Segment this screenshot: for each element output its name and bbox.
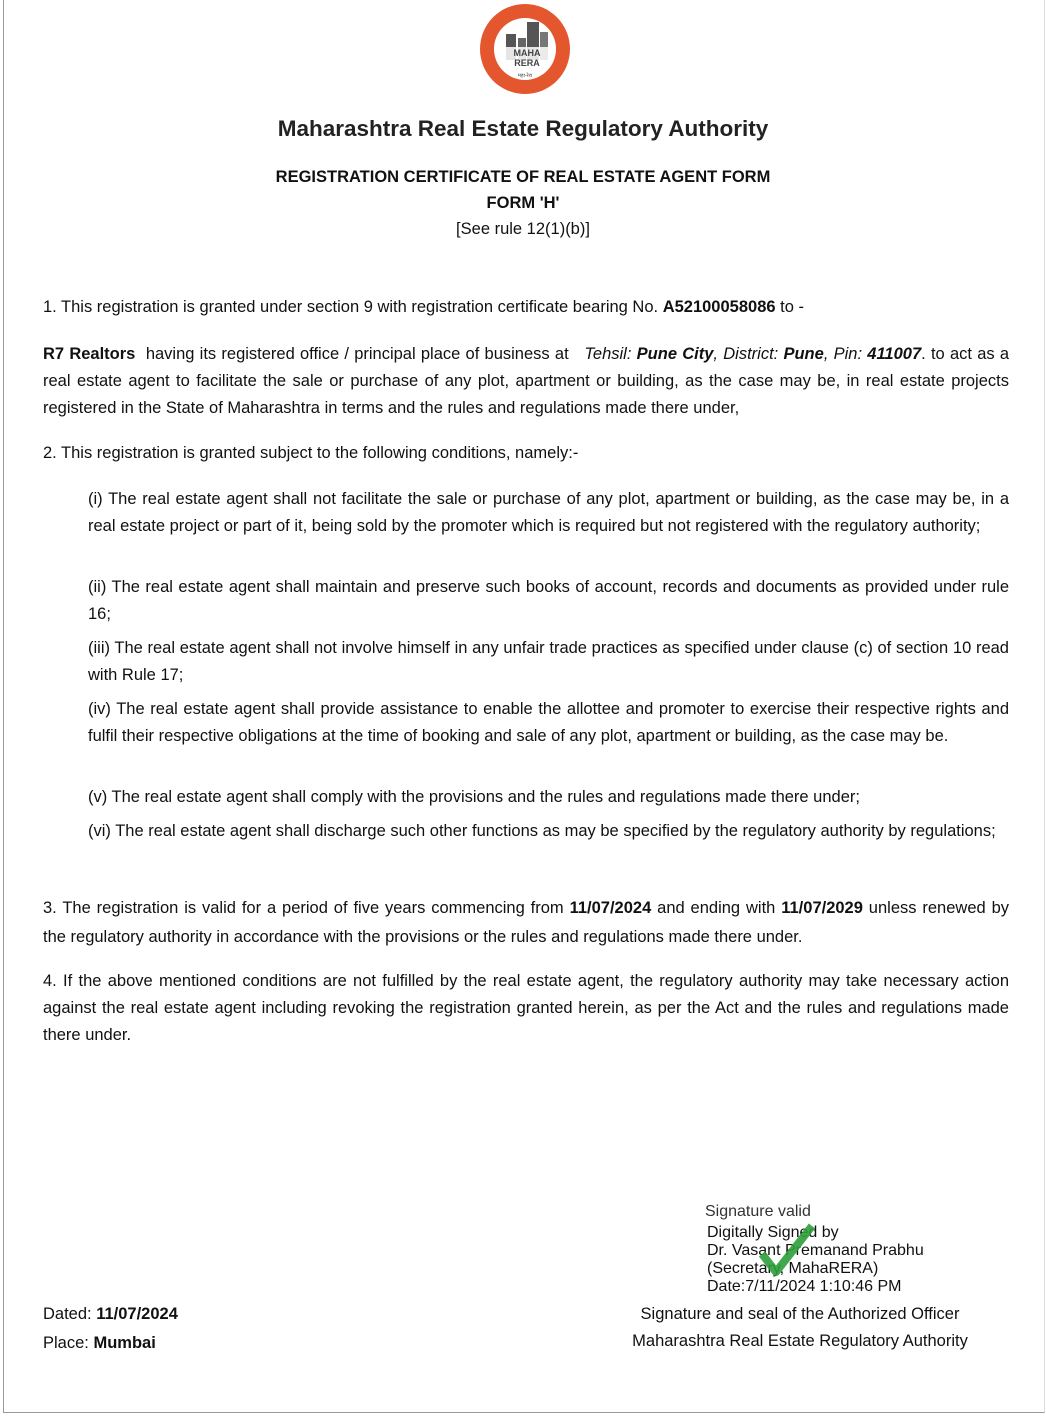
registration-number: A52100058086 xyxy=(662,298,776,316)
district: Pune xyxy=(783,345,824,363)
agent-text: having its registered office / principal place of business at xyxy=(135,345,585,363)
condition-ii: (ii) The real estate agent shall maintain and preserve such books of account, records and documents as provided under rule 16; xyxy=(88,578,1009,623)
dated xyxy=(43,1305,178,1324)
maharera-logo xyxy=(478,2,572,96)
signer-title: (Secretary, MahaRERA) xyxy=(707,1260,879,1277)
svg-text:महा-रेरा: महा-रेरा xyxy=(517,73,533,79)
condition-vi: (vi) The real estate agent shall discharge such other functions as may be specified by the regulatory authority by regulations; xyxy=(88,822,996,840)
agent-text-2: . to act as a real estate agent to facilitate the sale or purchase of any plot, apartment or building, as the case may be, in real estate projects registered in the State of Maharashtra in terms and the rules and regulations made there under, xyxy=(43,345,1014,417)
svg-text:MAHA: MAHA xyxy=(513,48,541,58)
district-label: , District: xyxy=(713,345,784,363)
para1-suffix: to - xyxy=(775,298,804,316)
paragraph-3 xyxy=(43,894,1009,952)
pin: 411007 xyxy=(867,345,922,363)
condition-v: (v) The real estate agent shall comply with the provisions and the rules and regulations made there under; xyxy=(88,788,860,806)
tehsil-label: Tehsil: xyxy=(584,345,637,363)
signer-name: Dr. Vasant Premanand Prabhu xyxy=(707,1242,924,1259)
place-label: Place: xyxy=(43,1334,94,1352)
page-title: Maharashtra Real Estate Regulatory Authority xyxy=(277,116,769,141)
condition-i: (i) The real estate agent shall not facilitate the sale or purchase of any plot, apartment or building, as the case may be, in a real estate project or part of it, being sold by the promoter which is required but not registered with the regulatory authority; xyxy=(88,490,1009,535)
para3-text: 3. The registration is valid for a period of five years commencing from xyxy=(43,899,570,917)
paragraph-1 xyxy=(43,294,1009,321)
signature-valid-check-icon xyxy=(758,1222,818,1282)
svg-text:RERA: RERA xyxy=(514,58,540,68)
place xyxy=(43,1334,156,1353)
end-date: 11/07/2029 xyxy=(781,899,863,917)
signature-status: Signature valid xyxy=(705,1203,811,1220)
paragraph-4: 4. If the above mentioned conditions are not fulfilled by the real estate agent, the regulatory authority may take necessary action against the real estate agent including revoking the registration granted herein, as per the Act and the rules and regulations made there under. xyxy=(43,972,1009,1044)
signed-by: Digitally Signed by xyxy=(707,1224,839,1241)
paragraph-2: 2. This registration is granted subject to the following conditions, namely:- xyxy=(43,444,579,462)
dated-value: 11/07/2024 xyxy=(96,1305,178,1323)
authority-label: Maharashtra Real Estate Regulatory Authority xyxy=(632,1332,968,1350)
condition-iv: (iv) The real estate agent shall provide assistance to enable the allottee and promoter to exercise their respective rights and fulfil their respective obligations at the time of booking and sale of any plot, apartment or building, as the case may be. xyxy=(88,700,1009,745)
signature-date: Date:7/11/2024 1:10:46 PM xyxy=(707,1278,902,1295)
dated-label: Dated: xyxy=(43,1305,97,1323)
form-name: FORM 'H' xyxy=(486,194,560,212)
form-title: REGISTRATION CERTIFICATE OF REAL ESTATE AGENT FORM xyxy=(275,168,771,186)
pin-label: , Pin: xyxy=(823,345,868,363)
place-value: Mumbai xyxy=(93,1334,156,1352)
para3-text-2: and ending with xyxy=(651,899,782,917)
officer-label: Signature and seal of the Authorized Officer xyxy=(640,1305,960,1323)
condition-iii: (iii) The real estate agent shall not involve himself in any unfair trade practices as specified under clause (c) of section 10 read with Rule 17; xyxy=(88,639,1009,684)
tehsil: Pune City xyxy=(636,345,714,363)
para3-text-3: unless renewed by the regulatory authority in accordance with the provisions or the rules and regulations made there under. xyxy=(43,899,1009,946)
agent-name: R7 Realtors xyxy=(43,345,136,363)
para1-text: 1. This registration is granted under section 9 with registration certificate bearing No. xyxy=(43,298,663,316)
rule-reference: [See rule 12(1)(b)] xyxy=(456,220,590,238)
agent-paragraph xyxy=(43,341,1014,422)
start-date: 11/07/2024 xyxy=(569,899,652,917)
